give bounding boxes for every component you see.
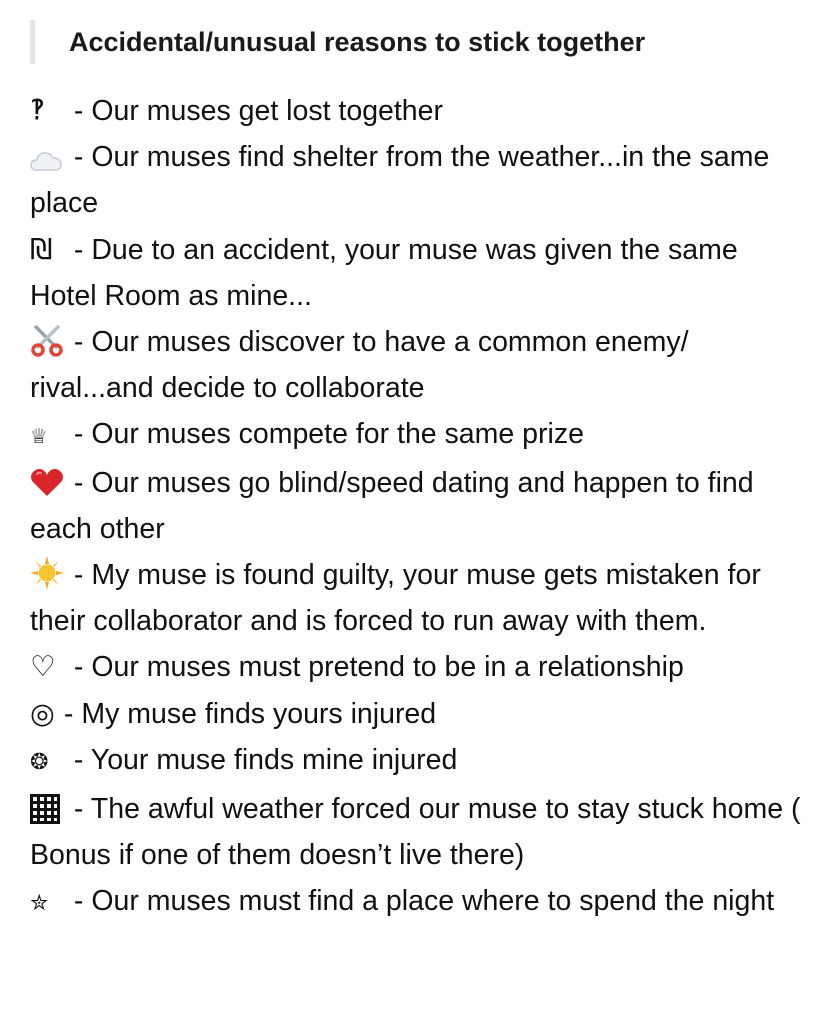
item-text: - Our muses must find a place where to spend the night: [66, 885, 775, 918]
list-item: [30, 227, 810, 319]
reasons-list: [30, 88, 810, 928]
item-text: - Our muses get lost together: [66, 95, 443, 127]
item-text: - Our muses compete for the same prize: [66, 418, 584, 451]
item-text: - Our muses find shelter from the weather...in the same place: [30, 141, 770, 220]
list-item: [30, 134, 810, 226]
item-text: - The awful weather forced our muse to stay stuck home ( Bonus if one of them doesn’t live there): [30, 793, 801, 872]
item-text: - My muse finds yours injured: [56, 697, 437, 730]
list-item: [30, 460, 810, 552]
double-circle-icon: ◎: [30, 696, 55, 730]
list-item: [30, 737, 810, 786]
star-icon: ✮: [30, 891, 49, 917]
list-item: [30, 552, 810, 644]
crown-icon: ♕: [30, 424, 48, 449]
grid-icon: [30, 786, 66, 832]
cloud-icon: [30, 134, 66, 180]
item-text: - Our muses go blind/speed dating and happen to find each other: [30, 466, 754, 545]
list-item: [30, 786, 810, 878]
scissors-icon: [30, 319, 66, 365]
item-text: - My muse is found guilty, your muse gets mistaken for their collaborator and is forced to run away with them.: [30, 559, 761, 638]
sun-icon: [30, 552, 66, 598]
list-item: [30, 88, 810, 134]
item-text: - Our muses discover to have a common enemy/ rival...and decide to collaborate: [30, 326, 689, 405]
item-text: - Our muses must pretend to be in a relationship: [66, 651, 684, 684]
flower-circle-icon: ❂: [30, 749, 49, 775]
red-heart-icon: [30, 460, 66, 506]
list-item: [30, 319, 810, 411]
list-item: [30, 411, 810, 459]
question-mark-icon: ‽: [30, 94, 46, 127]
list-item: [30, 878, 810, 927]
outline-heart-icon: ♡: [30, 650, 56, 684]
list-item: [30, 691, 810, 737]
shekel-icon: ₪: [30, 232, 53, 266]
item-text: - Due to an accident, your muse was given the same Hotel Room as mine...: [30, 233, 738, 312]
list-item: [30, 644, 810, 690]
heading-text: Accidental/unusual reasons to stick together: [69, 26, 646, 57]
item-text: - Your muse finds mine injured: [66, 743, 458, 776]
post-heading: [30, 20, 645, 64]
